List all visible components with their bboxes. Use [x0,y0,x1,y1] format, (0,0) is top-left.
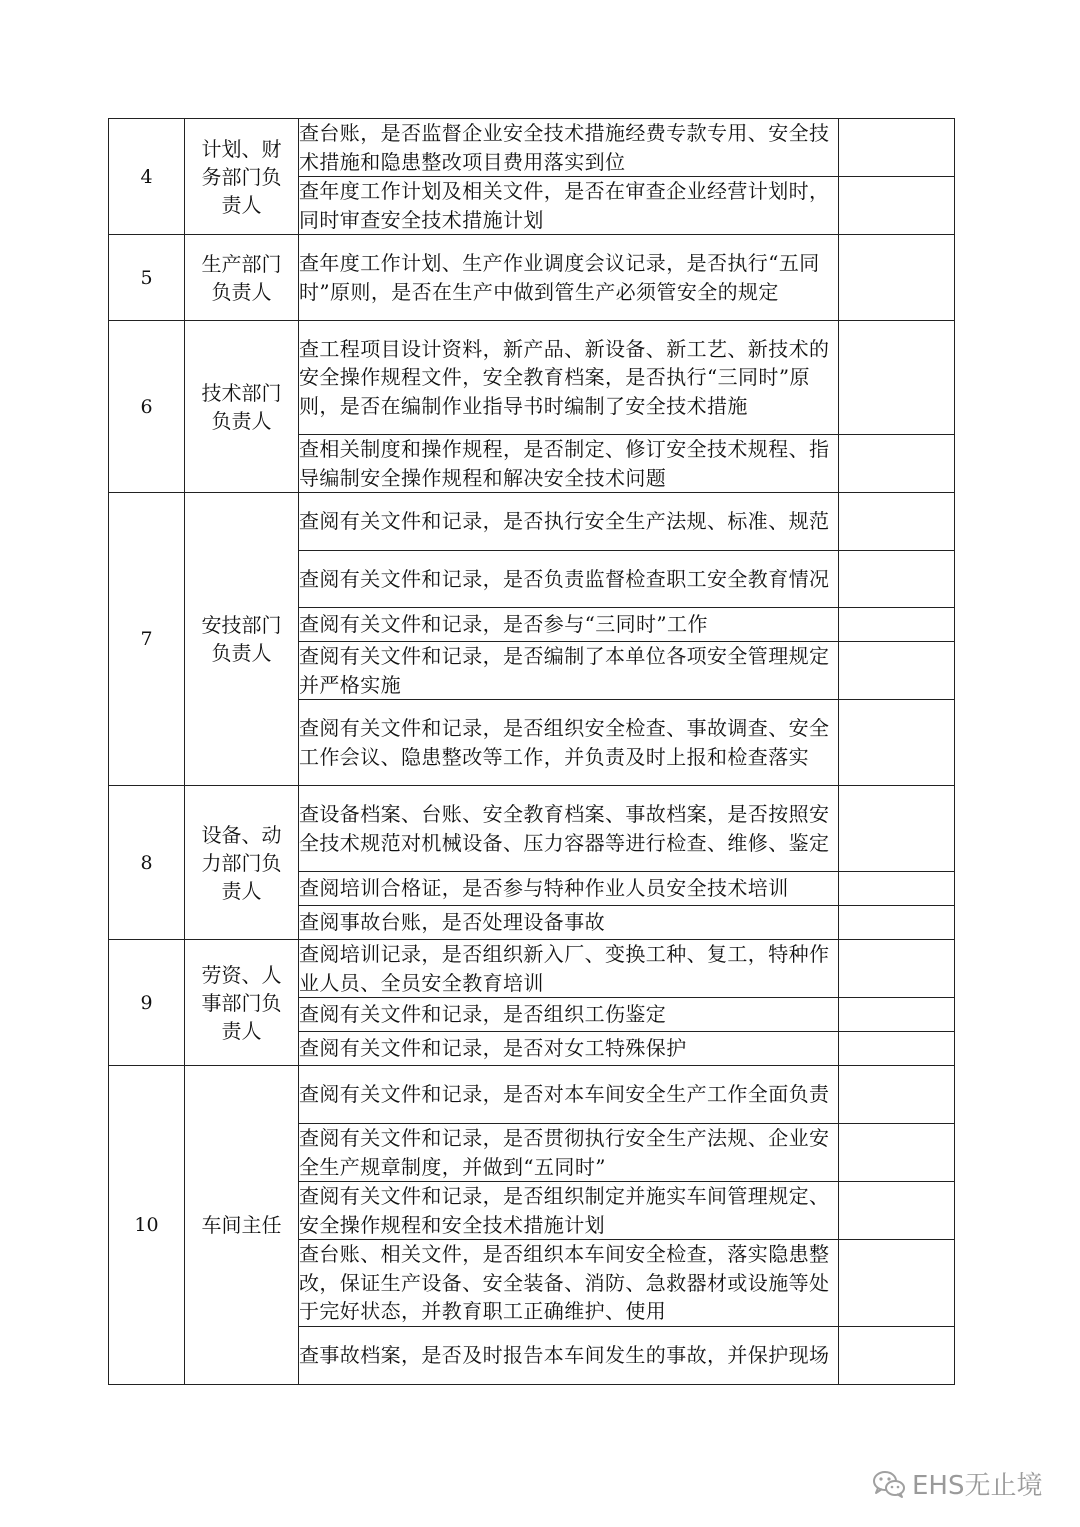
table-row [109,235,955,321]
inspection-item: 查阅有关文件和记录，是否对本车间安全生产工作全面负责 [299,1066,839,1124]
result-cell[interactable] [839,642,955,700]
watermark [872,1465,1042,1502]
result-cell[interactable] [839,700,955,786]
table-row [109,493,955,551]
row-number: 8 [109,786,185,940]
inspection-table [108,118,955,1385]
inspection-item: 查阅有关文件和记录，是否编制了本单位各项安全管理规定并严格实施 [299,642,839,700]
responsible-role [185,1066,299,1385]
inspection-item: 查阅有关文件和记录，是否组织工伤鉴定 [299,998,839,1032]
result-cell[interactable] [839,119,955,177]
watermark-text: EHS无止境 [912,1471,1043,1501]
result-cell[interactable] [839,321,955,435]
inspection-item: 查阅有关文件和记录，是否组织安全检查、事故调查、安全工作会议、隐患整改等工作，并负责及时上报和检查落实 [299,700,839,786]
inspection-item: 查事故档案，是否及时报告本车间发生的事故，并保护现场 [299,1326,839,1384]
responsible-role-label: 劳资、人事部门负责人 [201,962,282,1043]
wechat-icon [872,1469,906,1499]
result-cell[interactable] [839,493,955,551]
inspection-item: 查阅有关文件和记录，是否负责监督检查职工安全教育情况 [299,551,839,608]
result-cell[interactable] [839,608,955,642]
result-cell[interactable] [839,998,955,1032]
result-cell[interactable] [839,1182,955,1240]
inspection-item: 查阅有关文件和记录，是否贯彻执行安全生产法规、企业安全生产规章制度，并做到“五同时” [299,1124,839,1182]
result-cell[interactable] [839,551,955,608]
row-number: 6 [109,321,185,493]
responsible-role-label: 生产部门负责人 [201,251,282,304]
responsible-role-label: 技术部门负责人 [201,380,282,433]
inspection-item: 查相关制度和操作规程，是否制定、修订安全技术规程、指导编制安全操作规程和解决安全技术问题 [299,435,839,493]
inspection-item: 查阅事故台账，是否处理设备事故 [299,906,839,940]
inspection-item: 查年度工作计划、生产作业调度会议记录，是否执行“五同时”原则，是否在生产中做到管生产必须管安全的规定 [299,235,839,321]
responsible-role-label: 设备、动力部门负责人 [201,822,282,903]
row-number: 9 [109,940,185,1066]
inspection-item: 查阅培训记录，是否组织新入厂、变换工种、复工，特种作业人员、全员安全教育培训 [299,940,839,998]
row-number: 4 [109,119,185,235]
inspection-table-body [109,119,955,1385]
inspection-item: 查阅有关文件和记录，是否参与“三同时”工作 [299,608,839,642]
inspection-item: 查台账，是否监督企业安全技术措施经费专款专用、安全技术措施和隐患整改项目费用落实到位 [299,119,839,177]
result-cell[interactable] [839,1032,955,1066]
responsible-role [185,119,299,235]
row-number: 10 [109,1066,185,1385]
inspection-item: 查阅有关文件和记录，是否执行安全生产法规、标准、规范 [299,493,839,551]
result-cell[interactable] [839,1124,955,1182]
responsible-role [185,940,299,1066]
responsible-role-label: 安技部门负责人 [201,613,282,665]
responsible-role [185,493,299,786]
responsible-role [185,235,299,321]
inspection-item: 查阅有关文件和记录，是否对女工特殊保护 [299,1032,839,1066]
result-cell[interactable] [839,786,955,872]
inspection-item: 查台账、相关文件，是否组织本车间安全检查，落实隐患整改，保证生产设备、安全装备、消防、急救器材或设施等处于完好状态，并教育职工正确维护、使用 [299,1240,839,1327]
table-row [109,940,955,998]
responsible-role [185,786,299,940]
table-row [109,321,955,435]
result-cell[interactable] [839,906,955,940]
result-cell[interactable] [839,872,955,906]
result-cell[interactable] [839,940,955,998]
responsible-role-label: 车间主任 [201,1212,282,1237]
result-cell[interactable] [839,1240,955,1327]
table-row [109,786,955,872]
row-number: 7 [109,493,185,786]
result-cell[interactable] [839,1066,955,1124]
row-number: 5 [109,235,185,321]
result-cell[interactable] [839,235,955,321]
responsible-role-label: 计划、财务部门负责人 [201,136,282,217]
table-row [109,119,955,177]
inspection-item: 查工程项目设计资料，新产品、新设备、新工艺、新技术的安全操作规程文件，安全教育档案，是否执行“三同时”原则，是否在编制作业指导书时编制了安全技术措施 [299,321,839,435]
inspection-item: 查阅培训合格证，是否参与特种作业人员安全技术培训 [299,872,839,906]
inspection-item: 查设备档案、台账、安全教育档案、事故档案，是否按照安全技术规范对机械设备、压力容器等进行检查、维修、鉴定 [299,786,839,872]
inspection-item: 查阅有关文件和记录，是否组织制定并施实车间管理规定、安全操作规程和安全技术措施计划 [299,1182,839,1240]
inspection-item: 查年度工作计划及相关文件，是否在审查企业经营计划时，同时审查安全技术措施计划 [299,177,839,235]
table-row [109,1066,955,1124]
result-cell[interactable] [839,177,955,235]
result-cell[interactable] [839,435,955,493]
result-cell[interactable] [839,1326,955,1384]
responsible-role [185,321,299,493]
